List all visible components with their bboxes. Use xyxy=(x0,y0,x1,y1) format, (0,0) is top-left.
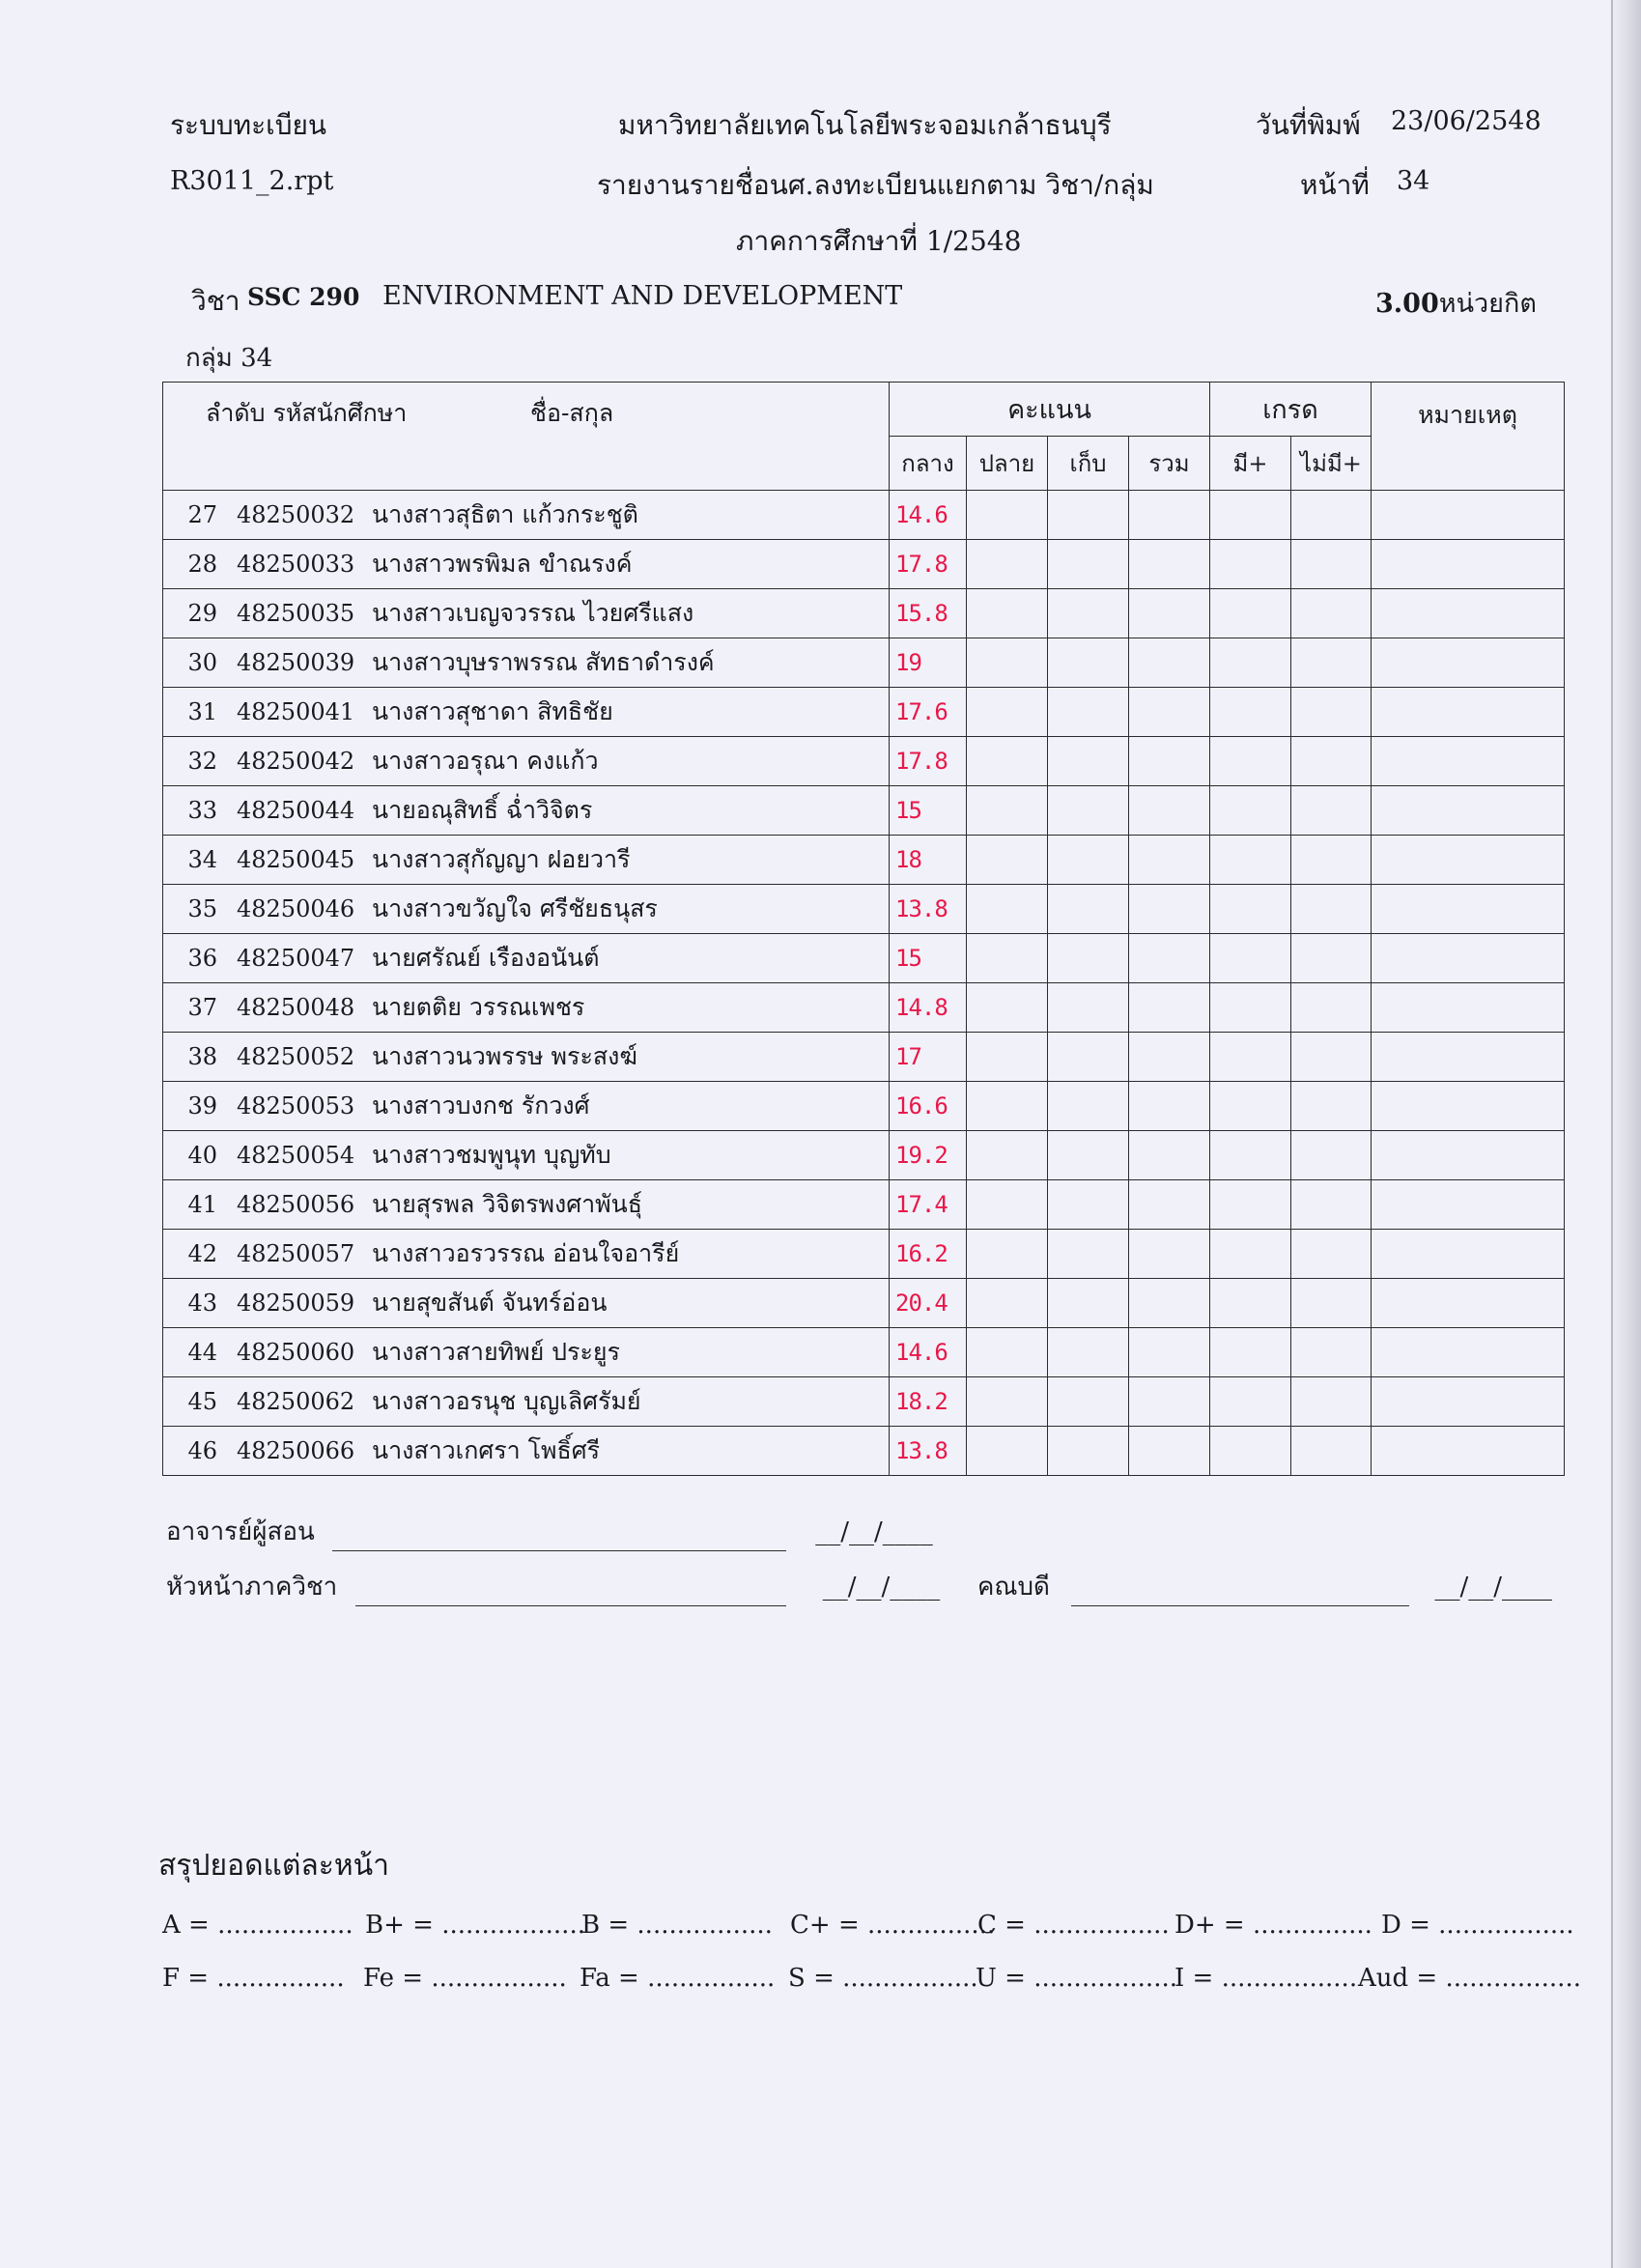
student-cell xyxy=(163,688,890,737)
sig-instructor-label: อาจารย์ผู้สอน xyxy=(166,1517,315,1546)
row-number: 40 xyxy=(187,1142,217,1169)
sig-dean-date[interactable]: __/__/____ xyxy=(1434,1573,1552,1602)
collected-score[interactable] xyxy=(1048,983,1129,1033)
credits xyxy=(1375,282,1537,324)
credits-value: 3.00 xyxy=(1375,289,1439,319)
remark[interactable] xyxy=(1372,885,1565,934)
sig-instructor xyxy=(166,1512,933,1551)
collected-score[interactable] xyxy=(1048,491,1129,540)
student-name: นางสาวเบญจวรรณ ไวยศรีแสง xyxy=(372,599,694,627)
midterm-score[interactable]: 17 xyxy=(890,1033,967,1082)
table-row xyxy=(163,1230,1565,1279)
remark[interactable] xyxy=(1372,786,1565,836)
student-name: นางสาวนวพรรษ พระสงฆ์ xyxy=(372,1042,637,1070)
row-number: 42 xyxy=(187,1240,217,1267)
row-number: 28 xyxy=(187,551,217,578)
row-number: 29 xyxy=(187,600,217,627)
student-id: 48250052 xyxy=(237,1043,355,1070)
student-cell xyxy=(163,786,890,836)
student-name: นายตติย วรรณเพชร xyxy=(372,993,585,1021)
row-number: 37 xyxy=(187,994,217,1021)
collected-score[interactable] xyxy=(1048,1328,1129,1377)
summary-bplus[interactable]: B+ = .................. xyxy=(365,1911,585,1940)
sig-head xyxy=(166,1567,940,1606)
group-label: กลุ่ม 34 xyxy=(185,344,273,373)
total-score[interactable] xyxy=(1129,1131,1210,1180)
student-id: 48250066 xyxy=(237,1437,355,1464)
total-score[interactable] xyxy=(1129,688,1210,737)
student-id: 48250032 xyxy=(237,501,355,528)
midterm-score[interactable]: 17.8 xyxy=(890,540,967,589)
row-number: 38 xyxy=(187,1043,217,1070)
grade-has-plus[interactable] xyxy=(1210,688,1291,737)
student-cell xyxy=(163,1180,890,1230)
page-number: 34 xyxy=(1397,166,1430,196)
student-name: นางสาวอรุณา คงแก้ว xyxy=(372,747,599,775)
midterm-score[interactable]: 19 xyxy=(890,638,967,688)
page-edge-line xyxy=(1611,0,1613,2268)
table-row xyxy=(163,491,1565,540)
collected-score[interactable] xyxy=(1048,1082,1129,1131)
grade-no-plus[interactable] xyxy=(1291,1033,1372,1082)
grade-has-plus[interactable] xyxy=(1210,737,1291,786)
total-score[interactable] xyxy=(1129,934,1210,983)
row-number: 43 xyxy=(187,1290,217,1317)
final-score[interactable] xyxy=(967,1131,1048,1180)
summary-dplus[interactable]: D+ = ............... xyxy=(1174,1911,1372,1940)
summary-aud[interactable]: Aud = ................. xyxy=(1358,1964,1581,1993)
grade-has-plus[interactable] xyxy=(1210,638,1291,688)
table-row xyxy=(163,688,1565,737)
print-date-label: วันที่พิมพ์ xyxy=(1256,109,1361,141)
report-title: รายงานรายชื่อนศ.ลงทะเบียนแยกตาม วิชา/กลุ่ม xyxy=(597,169,1154,201)
midterm-score[interactable]: 14.8 xyxy=(890,983,967,1033)
grade-no-plus[interactable] xyxy=(1291,589,1372,638)
student-cell xyxy=(163,589,890,638)
remark[interactable] xyxy=(1372,983,1565,1033)
grade-has-plus[interactable] xyxy=(1210,786,1291,836)
col-order-id: ลำดับ รหัสนักศึกษา xyxy=(206,399,408,427)
sub-no-plus: ไม่มี+ xyxy=(1291,437,1372,491)
sub-has-plus: มี+ xyxy=(1210,437,1291,491)
collected-score[interactable] xyxy=(1048,786,1129,836)
student-name: นางสาวบุษราพรรณ สัทธาดำรงค์ xyxy=(372,648,715,676)
final-score[interactable] xyxy=(967,786,1048,836)
grade-has-plus[interactable] xyxy=(1210,491,1291,540)
student-cell xyxy=(163,983,890,1033)
student-cell xyxy=(163,1427,890,1476)
student-id: 48250057 xyxy=(237,1240,355,1267)
student-cell xyxy=(163,1131,890,1180)
summary-fe[interactable]: Fe = ................. xyxy=(363,1964,567,1993)
sig-dean-label: คณบดี xyxy=(977,1573,1050,1602)
final-score[interactable] xyxy=(967,638,1048,688)
table-row xyxy=(163,934,1565,983)
grade-no-plus[interactable] xyxy=(1291,1131,1372,1180)
sub-final: ปลาย xyxy=(967,437,1048,491)
col-remark: หมายเหตุ xyxy=(1372,383,1565,491)
row-number: 39 xyxy=(187,1092,217,1120)
row-number: 32 xyxy=(187,748,217,775)
page-edge-shadow xyxy=(1608,0,1641,2268)
sub-coll: เก็บ xyxy=(1048,437,1129,491)
midterm-score[interactable]: 13.8 xyxy=(890,885,967,934)
collected-score[interactable] xyxy=(1048,934,1129,983)
total-score[interactable] xyxy=(1129,638,1210,688)
student-id: 48250035 xyxy=(237,600,355,627)
final-score[interactable] xyxy=(967,1180,1048,1230)
grade-no-plus[interactable] xyxy=(1291,1230,1372,1279)
student-name: นายสุรพล วิจิตรพงศาพันธุ์ xyxy=(372,1190,642,1218)
student-name: นางสาวสายทิพย์ ประยูร xyxy=(372,1338,620,1366)
grade-no-plus[interactable] xyxy=(1291,885,1372,934)
collected-score[interactable] xyxy=(1048,836,1129,885)
summary-u[interactable]: U = .................. xyxy=(976,1964,1177,1993)
student-name: นายอณุสิทธิ์ ฉ่ำวิจิตร xyxy=(372,796,593,824)
student-cell xyxy=(163,1328,890,1377)
midterm-score[interactable]: 15 xyxy=(890,786,967,836)
table-row xyxy=(163,1082,1565,1131)
summary-i[interactable]: I = ................. xyxy=(1174,1964,1358,1993)
student-name: นางสาวเกศรา โพธิ์ศรี xyxy=(372,1436,601,1464)
midterm-score[interactable]: 18.2 xyxy=(890,1377,967,1427)
row-number: 31 xyxy=(187,698,217,725)
table-row xyxy=(163,589,1565,638)
total-score[interactable] xyxy=(1129,1279,1210,1328)
header-student-cell xyxy=(163,383,890,491)
midterm-score[interactable]: 15 xyxy=(890,934,967,983)
remark[interactable] xyxy=(1372,934,1565,983)
grade-no-plus[interactable] xyxy=(1291,638,1372,688)
student-cell xyxy=(163,638,890,688)
grade-has-plus[interactable] xyxy=(1210,885,1291,934)
grade-no-plus[interactable] xyxy=(1291,983,1372,1033)
grade-no-plus[interactable] xyxy=(1291,836,1372,885)
table-row xyxy=(163,1180,1565,1230)
student-cell xyxy=(163,1082,890,1131)
summary-s[interactable]: S = ................. xyxy=(788,1964,978,1993)
course-code: SSC 290 xyxy=(247,283,360,311)
semester: ภาคการศึกษาที่ 1/2548 xyxy=(736,225,1022,257)
report-file: R3011_2.rpt xyxy=(170,166,334,196)
collected-score[interactable] xyxy=(1048,1279,1129,1328)
total-score[interactable] xyxy=(1129,491,1210,540)
midterm-score[interactable]: 19.2 xyxy=(890,1131,967,1180)
grade-no-plus[interactable] xyxy=(1291,1279,1372,1328)
student-id: 48250053 xyxy=(237,1092,355,1120)
student-cell xyxy=(163,1230,890,1279)
student-id: 48250041 xyxy=(237,698,355,725)
table-row xyxy=(163,983,1565,1033)
row-number: 36 xyxy=(187,945,217,972)
table-row xyxy=(163,836,1565,885)
grade-no-plus[interactable] xyxy=(1291,1328,1372,1377)
course-name: ENVIRONMENT AND DEVELOPMENT xyxy=(382,281,903,311)
collected-score[interactable] xyxy=(1048,589,1129,638)
final-score[interactable] xyxy=(967,491,1048,540)
grade-has-plus[interactable] xyxy=(1210,589,1291,638)
remark[interactable] xyxy=(1372,1427,1565,1476)
collected-score[interactable] xyxy=(1048,1427,1129,1476)
student-name: นายศรัณย์ เรืองอนันต์ xyxy=(372,944,600,972)
total-score[interactable] xyxy=(1129,885,1210,934)
row-number: 46 xyxy=(187,1437,217,1464)
grade-has-plus[interactable] xyxy=(1210,1230,1291,1279)
table-row xyxy=(163,1131,1565,1180)
student-name: นางสาวชมพูนุท บุญทับ xyxy=(372,1141,611,1169)
row-number: 35 xyxy=(187,895,217,922)
remark[interactable] xyxy=(1372,1230,1565,1279)
collected-score[interactable] xyxy=(1048,688,1129,737)
final-score[interactable] xyxy=(967,737,1048,786)
total-score[interactable] xyxy=(1129,1328,1210,1377)
row-number: 33 xyxy=(187,797,217,824)
student-id: 48250047 xyxy=(237,945,355,972)
col-scores: คะแนน xyxy=(890,383,1210,437)
grade-has-plus[interactable] xyxy=(1210,1131,1291,1180)
student-cell xyxy=(163,1377,890,1427)
table-row xyxy=(163,1033,1565,1082)
collected-score[interactable] xyxy=(1048,1033,1129,1082)
midterm-score[interactable]: 18 xyxy=(890,836,967,885)
final-score[interactable] xyxy=(967,885,1048,934)
grade-has-plus[interactable] xyxy=(1210,983,1291,1033)
grade-no-plus[interactable] xyxy=(1291,786,1372,836)
student-name: นางสาวสุธิตา แก้วกระชูติ xyxy=(372,500,638,528)
sig-head-label: หัวหน้าภาควิชา xyxy=(166,1573,338,1602)
sig-head-line[interactable] xyxy=(355,1584,786,1606)
student-cell xyxy=(163,836,890,885)
table-row xyxy=(163,1377,1565,1427)
student-id: 48250044 xyxy=(237,797,355,824)
remark[interactable] xyxy=(1372,1377,1565,1427)
summary-c[interactable]: C = ................. xyxy=(977,1911,1170,1940)
summary-d[interactable]: D = ................. xyxy=(1381,1911,1574,1940)
student-cell xyxy=(163,1033,890,1082)
table-row xyxy=(163,638,1565,688)
midterm-score[interactable]: 16.2 xyxy=(890,1230,967,1279)
grade-has-plus[interactable] xyxy=(1210,934,1291,983)
collected-score[interactable] xyxy=(1048,638,1129,688)
collected-score[interactable] xyxy=(1048,885,1129,934)
row-number: 27 xyxy=(187,501,217,528)
midterm-score[interactable]: 13.8 xyxy=(890,1427,967,1476)
final-score[interactable] xyxy=(967,1377,1048,1427)
midterm-score[interactable]: 17.8 xyxy=(890,737,967,786)
grade-no-plus[interactable] xyxy=(1291,491,1372,540)
final-score[interactable] xyxy=(967,836,1048,885)
collected-score[interactable] xyxy=(1048,1180,1129,1230)
remark[interactable] xyxy=(1372,491,1565,540)
sig-instructor-date[interactable]: __/__/____ xyxy=(815,1517,933,1546)
grade-has-plus[interactable] xyxy=(1210,1279,1291,1328)
grade-has-plus[interactable] xyxy=(1210,1427,1291,1476)
total-score[interactable] xyxy=(1129,1082,1210,1131)
student-name: นางสาวอรนุช บุญเลิศรัมย์ xyxy=(372,1387,641,1415)
remark[interactable] xyxy=(1372,688,1565,737)
remark[interactable] xyxy=(1372,638,1565,688)
summary-a[interactable]: A = ................. xyxy=(162,1911,354,1940)
grade-no-plus[interactable] xyxy=(1291,688,1372,737)
summary-f[interactable]: F = ................ xyxy=(162,1964,345,1993)
col-name: ชื่อ-สกุล xyxy=(530,399,614,427)
summary-title: สรุปยอดแต่ละหน้า xyxy=(158,1849,389,1883)
student-cell xyxy=(163,1279,890,1328)
student-id: 48250054 xyxy=(237,1142,355,1169)
total-score[interactable] xyxy=(1129,1033,1210,1082)
total-score[interactable] xyxy=(1129,786,1210,836)
final-score[interactable] xyxy=(967,1427,1048,1476)
table-row xyxy=(163,786,1565,836)
table-row xyxy=(163,540,1565,589)
summary-b[interactable]: B = ................. xyxy=(581,1911,773,1940)
student-id: 48250062 xyxy=(237,1388,355,1415)
grade-has-plus[interactable] xyxy=(1210,1377,1291,1427)
university-name: มหาวิทยาลัยเทคโนโลยีพระจอมเกล้าธนบุรี xyxy=(618,109,1112,141)
table-row xyxy=(163,1279,1565,1328)
grade-no-plus[interactable] xyxy=(1291,737,1372,786)
student-cell xyxy=(163,934,890,983)
grade-has-plus[interactable] xyxy=(1210,1033,1291,1082)
page-label: หน้าที่ xyxy=(1300,169,1370,201)
student-name: นางสาวสุชาดา สิทธิชัย xyxy=(372,697,613,725)
final-score[interactable] xyxy=(967,1279,1048,1328)
total-score[interactable] xyxy=(1129,1230,1210,1279)
midterm-score[interactable]: 15.8 xyxy=(890,589,967,638)
summary-fa[interactable]: Fa = ................ xyxy=(580,1964,776,1993)
collected-score[interactable] xyxy=(1048,1377,1129,1427)
student-id: 48250039 xyxy=(237,649,355,676)
total-score[interactable] xyxy=(1129,589,1210,638)
student-name: นางสาวอรวรรณ อ่อนใจอารีย์ xyxy=(372,1239,680,1267)
remark[interactable] xyxy=(1372,1279,1565,1328)
remark[interactable] xyxy=(1372,1033,1565,1082)
remark[interactable] xyxy=(1372,540,1565,589)
sig-head-date[interactable]: __/__/____ xyxy=(822,1573,941,1602)
student-name: นางสาวสุกัญญา ฝอยวารี xyxy=(372,845,631,873)
student-id: 48250059 xyxy=(237,1290,355,1317)
student-id: 48250056 xyxy=(237,1191,355,1218)
student-id: 48250042 xyxy=(237,748,355,775)
grade-has-plus[interactable] xyxy=(1210,540,1291,589)
remark[interactable] xyxy=(1372,1180,1565,1230)
grade-table xyxy=(162,382,1565,1476)
total-score[interactable] xyxy=(1129,540,1210,589)
total-score[interactable] xyxy=(1129,737,1210,786)
sub-mid: กลาง xyxy=(890,437,967,491)
grade-no-plus[interactable] xyxy=(1291,934,1372,983)
remark[interactable] xyxy=(1372,1328,1565,1377)
course-label: วิชา xyxy=(191,285,240,317)
row-number: 34 xyxy=(187,846,217,873)
table-row xyxy=(163,737,1565,786)
total-score[interactable] xyxy=(1129,1377,1210,1427)
remark[interactable] xyxy=(1372,737,1565,786)
grade-no-plus[interactable] xyxy=(1291,1082,1372,1131)
grade-no-plus[interactable] xyxy=(1291,1427,1372,1476)
grade-has-plus[interactable] xyxy=(1210,836,1291,885)
grade-has-plus[interactable] xyxy=(1210,1328,1291,1377)
final-score[interactable] xyxy=(967,1230,1048,1279)
student-cell xyxy=(163,737,890,786)
student-id: 48250060 xyxy=(237,1339,355,1366)
summary-cplus[interactable]: C+ = ................ xyxy=(790,1911,996,1940)
final-score[interactable] xyxy=(967,1033,1048,1082)
final-score[interactable] xyxy=(967,983,1048,1033)
midterm-score[interactable]: 20.4 xyxy=(890,1279,967,1328)
student-cell xyxy=(163,540,890,589)
collected-score[interactable] xyxy=(1048,737,1129,786)
remark[interactable] xyxy=(1372,836,1565,885)
final-score[interactable] xyxy=(967,688,1048,737)
final-score[interactable] xyxy=(967,934,1048,983)
remark[interactable] xyxy=(1372,1082,1565,1131)
sig-dean-line[interactable] xyxy=(1071,1584,1409,1606)
student-name: นางสาวพรพิมล ขำณรงค์ xyxy=(372,550,633,578)
midterm-score[interactable]: 14.6 xyxy=(890,491,967,540)
total-score[interactable] xyxy=(1129,1427,1210,1476)
row-number: 30 xyxy=(187,649,217,676)
student-id: 48250045 xyxy=(237,846,355,873)
remark[interactable] xyxy=(1372,589,1565,638)
final-score[interactable] xyxy=(967,1082,1048,1131)
row-number: 44 xyxy=(187,1339,217,1366)
collected-score[interactable] xyxy=(1048,540,1129,589)
print-date: 23/06/2548 xyxy=(1391,106,1542,136)
student-cell xyxy=(163,885,890,934)
table-row xyxy=(163,885,1565,934)
midterm-score[interactable]: 17.4 xyxy=(890,1180,967,1230)
row-number: 45 xyxy=(187,1388,217,1415)
sub-total: รวม xyxy=(1129,437,1210,491)
total-score[interactable] xyxy=(1129,1180,1210,1230)
student-id: 48250033 xyxy=(237,551,355,578)
sig-instructor-line[interactable] xyxy=(332,1529,786,1551)
student-id: 48250046 xyxy=(237,895,355,922)
student-id: 48250048 xyxy=(237,994,355,1021)
final-score[interactable] xyxy=(967,589,1048,638)
table-row xyxy=(163,1328,1565,1377)
table-row xyxy=(163,1427,1565,1476)
midterm-score[interactable]: 16.6 xyxy=(890,1082,967,1131)
student-name: นายสุขสันต์ จันทร์อ่อน xyxy=(372,1289,608,1317)
collected-score[interactable] xyxy=(1048,1230,1129,1279)
grade-no-plus[interactable] xyxy=(1291,1377,1372,1427)
total-score[interactable] xyxy=(1129,836,1210,885)
grade-no-plus[interactable] xyxy=(1291,540,1372,589)
total-score[interactable] xyxy=(1129,983,1210,1033)
credits-label: หน่วยกิต xyxy=(1438,289,1537,319)
sig-dean xyxy=(977,1567,1552,1606)
remark[interactable] xyxy=(1372,1131,1565,1180)
grade-has-plus[interactable] xyxy=(1210,1180,1291,1230)
grade-no-plus[interactable] xyxy=(1291,1180,1372,1230)
col-grade: เกรด xyxy=(1210,383,1372,437)
final-score[interactable] xyxy=(967,1328,1048,1377)
student-cell xyxy=(163,491,890,540)
system-name: ระบบทะเบียน xyxy=(170,109,327,141)
student-name: นางสาวขวัญใจ ศรีชัยธนุสร xyxy=(372,894,658,922)
collected-score[interactable] xyxy=(1048,1131,1129,1180)
grade-has-plus[interactable] xyxy=(1210,1082,1291,1131)
final-score[interactable] xyxy=(967,540,1048,589)
midterm-score[interactable]: 17.6 xyxy=(890,688,967,737)
student-name: นางสาวบงกช รักวงศ์ xyxy=(372,1091,590,1120)
row-number: 41 xyxy=(187,1191,217,1218)
midterm-score[interactable]: 14.6 xyxy=(890,1328,967,1377)
